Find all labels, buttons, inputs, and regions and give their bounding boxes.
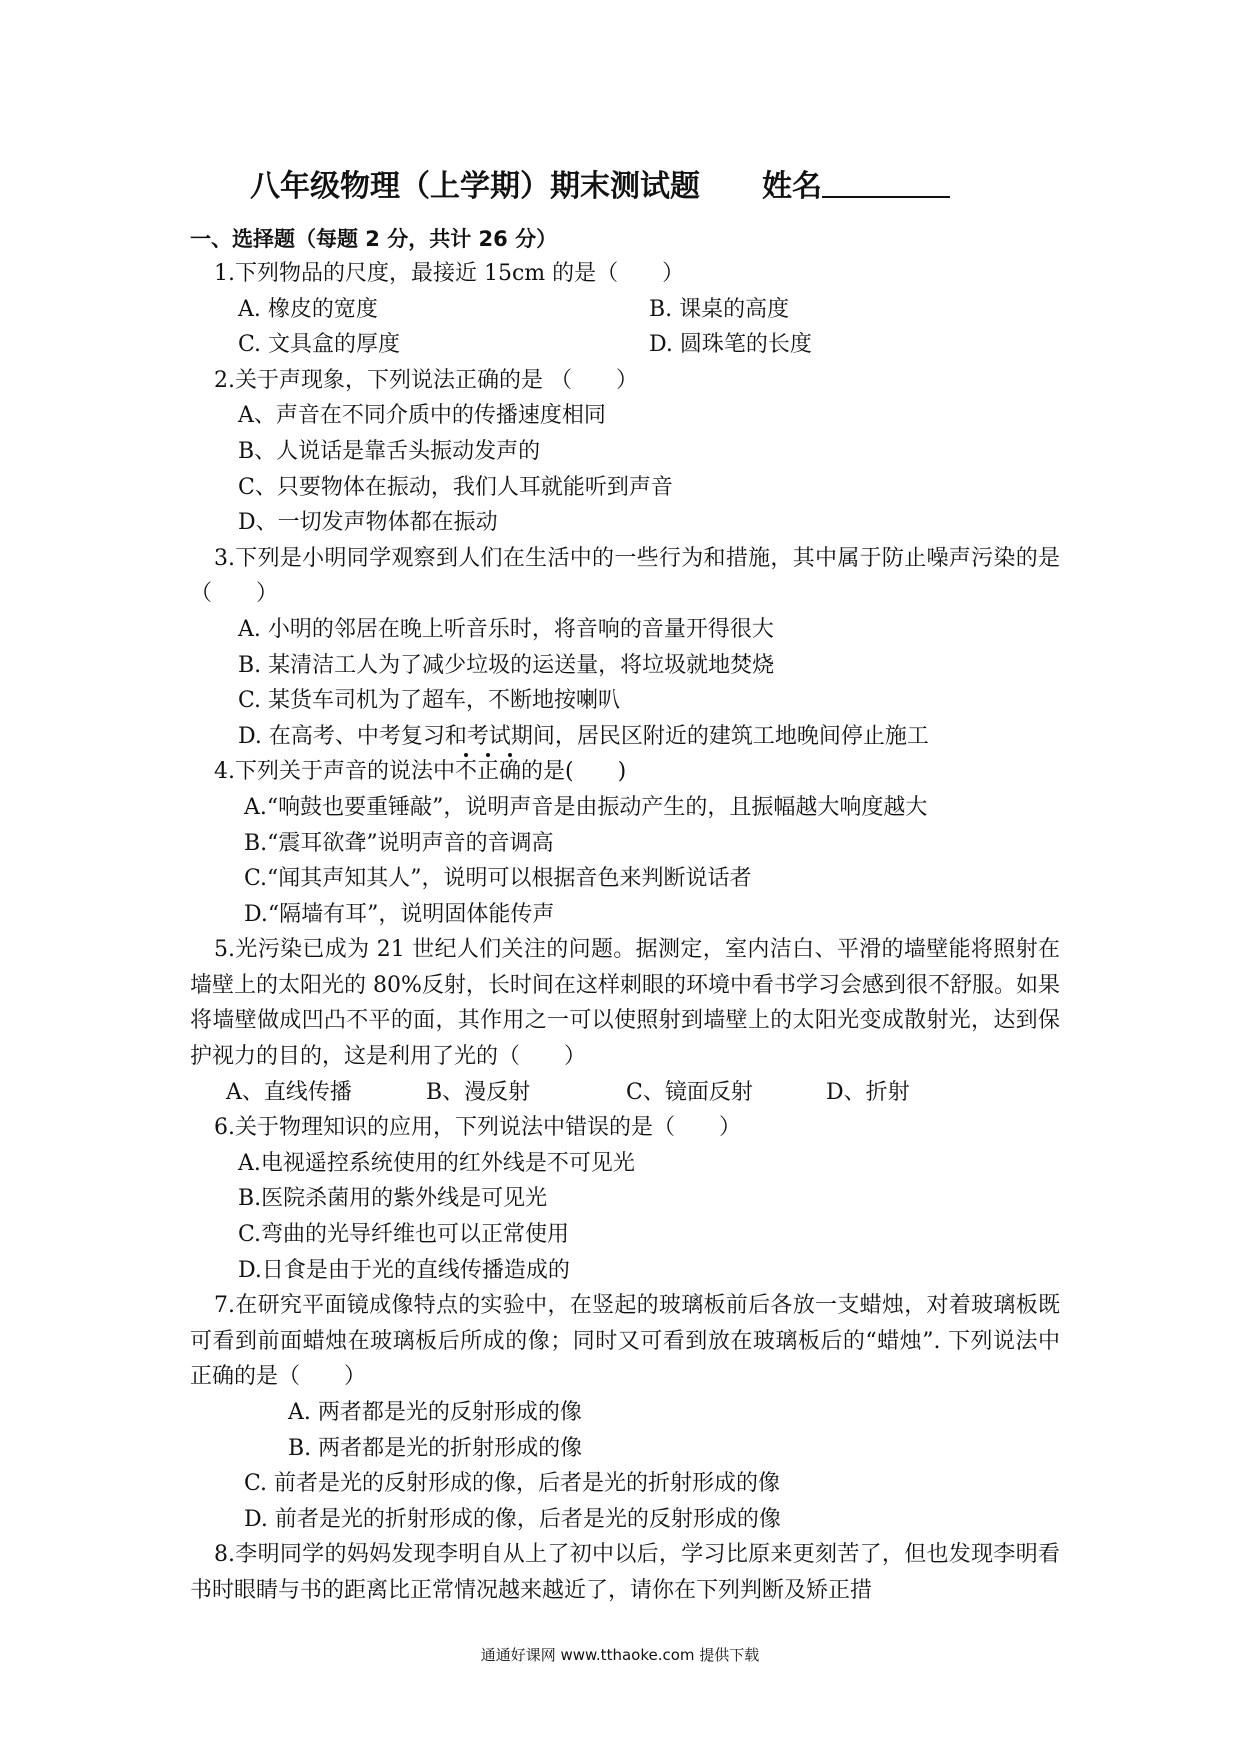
emphasis-dot <box>464 753 468 757</box>
title-row <box>250 164 1010 210</box>
emphasis-dot <box>508 753 512 757</box>
question-5-option-c: C、镜面反射 <box>626 1079 753 1105</box>
exam-title: 八年级物理（上学期）期末测试题 <box>250 169 700 204</box>
question-7-stem: 7.在研究平面镜成像特点的实验中，在竖起的玻璃板前后各放一支蜡烛，对着玻璃板既可看到前面蜡烛在玻璃板后所成的像；同时又可看到放在玻璃板后的“蜡烛”. 下列说法中正确的是（ ） <box>190 1293 1060 1390</box>
question-7-option-b: B. 两者都是光的折射形成的像 <box>288 1435 583 1461</box>
question-1-option-b: B. 课桌的高度 <box>649 296 790 322</box>
question-7-option-c: C. 前者是光的反射形成的像，后者是光的折射形成的像 <box>244 1471 781 1497</box>
question-4-option-b: B.“震耳欲聋”说明声音的音调高 <box>244 830 554 856</box>
emphasis-char-2 <box>477 759 499 784</box>
question-1-options-row-1 <box>238 292 1060 328</box>
question-3-option-d: D. 在高考、中考复习和考试期间，居民区附近的建筑工地晚间停止施工 <box>238 723 929 749</box>
question-2-option-d: D、一切发声物体都在振动 <box>238 510 498 536</box>
question-1-option-a: A. 橡皮的宽度 <box>238 296 378 322</box>
question-4-stem-pre: 4.下列关于声音的说法中 <box>214 759 455 785</box>
name-blank-line <box>822 166 950 198</box>
section-heading-multiple-choice: 一、选择题（每题 2 分，共计 26 分） <box>190 227 558 251</box>
question-8-stem: 8.李明同学的妈妈发现李明自从上了初中以后，学习比原来更刻苦了，但也发现李明看书时眼睛与书的距离比正常情况越来越近了，请你在下列判断及矫正措 <box>190 1542 1060 1603</box>
question-6-option-a: A.电视遥控系统使用的红外线是不可见光 <box>238 1150 635 1176</box>
footer-download-note: 通通好课网 www.tthaoke.com 提供下载 <box>480 1646 760 1664</box>
question-6-stem: 6.关于物理知识的应用，下列说法中错误的是（ ） <box>214 1115 741 1141</box>
emphasis-char-1 <box>455 759 477 784</box>
question-4-option-a: A.“响鼓也要重锤敲”，说明声音是由振动产生的，且振幅越大响度越大 <box>244 794 928 820</box>
question-3-option-a: A. 小明的邻居在晚上听音乐时，将音响的音量开得很大 <box>238 616 774 642</box>
question-5-option-d: D、折射 <box>826 1079 910 1105</box>
question-5-options-row <box>226 1075 1060 1111</box>
emphasis-char-1-text: 不 <box>455 759 478 785</box>
emphasis-char-3 <box>499 759 521 784</box>
question-1-option-d: D. 圆珠笔的长度 <box>649 332 812 358</box>
question-5-stem: 5.光污染已成为 21 世纪人们关注的问题。据测定，室内洁白、平滑的墙壁能将照射在墙壁上的太阳光的 80%反射，长时间在这样刺眼的环境中看书学习会感到很不舒服。如果将墙壁做成凹凸不平的面，其作用之一可以使照射到墙壁上的太阳光变成散射光，达到保护视力的目的，这是利用了光的（ ） <box>190 937 1060 1070</box>
emphasis-char-2-text: 正 <box>477 759 500 785</box>
question-3-option-c: C. 某货车司机为了超车，不断地按喇叭 <box>238 688 621 714</box>
question-6-option-d: D.日食是由于光的直线传播造成的 <box>238 1257 570 1283</box>
question-5-option-b: B、漫反射 <box>426 1079 531 1105</box>
question-4-stem-post: 的是( ) <box>521 759 627 785</box>
question-3-option-b: B. 某清洁工人为了减少垃圾的运送量，将垃圾就地焚烧 <box>238 652 775 678</box>
question-1-option-c: C. 文具盒的厚度 <box>238 332 401 358</box>
question-4-option-d: D.“隔墙有耳”，说明固体能传声 <box>244 901 555 927</box>
emphasis-char-3-text: 确 <box>499 759 522 785</box>
question-2-stem: 2.关于声现象，下列说法正确的是 （ ） <box>214 367 638 393</box>
question-2-option-c: C、只要物体在振动，我们人耳就能听到声音 <box>238 474 673 500</box>
question-6-option-b: B.医院杀菌用的紫外线是可见光 <box>238 1186 548 1212</box>
question-7-option-a: A. 两者都是光的反射形成的像 <box>288 1400 582 1425</box>
question-3-stem: 3.下列是小明同学观察到人们在生活中的一些行为和措施，其中属于防止噪声污染的是（ ） <box>190 545 1060 607</box>
question-5-option-a: A、直线传播 <box>226 1079 352 1105</box>
question-6-option-c: C.弯曲的光导纤维也可以正常使用 <box>238 1222 570 1248</box>
question-2-option-b: B、人说话是靠舌头振动发声的 <box>238 438 541 464</box>
question-7-option-d: D. 前者是光的折射形成的像，后者是光的反射形成的像 <box>244 1506 781 1532</box>
question-1-options-row-2 <box>238 327 1060 363</box>
emphasis-dot <box>486 753 490 757</box>
question-4-option-c: C.“闻其声知其人”，说明可以根据音色来判断说话者 <box>244 866 752 892</box>
question-2-option-a: A、声音在不同介质中的传播速度相同 <box>238 403 606 429</box>
question-4-stem <box>190 754 1060 790</box>
name-label: 姓名 <box>762 169 822 204</box>
question-1-stem: 1.下列物品的尺度，最接近 15cm 的是（ ） <box>214 261 685 286</box>
questions-body <box>190 256 1060 1609</box>
